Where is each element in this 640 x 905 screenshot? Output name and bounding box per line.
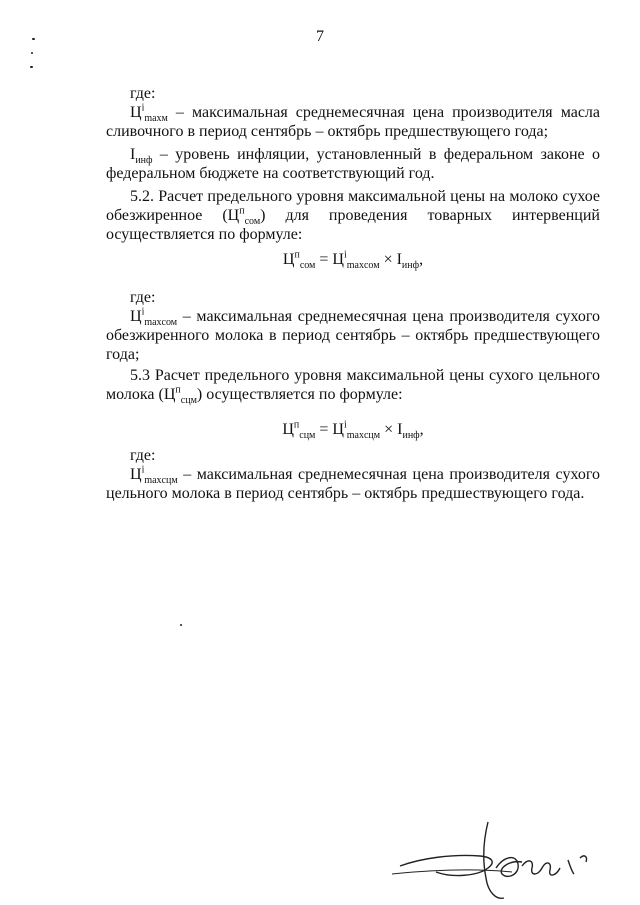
symbol-main: Ц [130,104,142,121]
symbol-sup: i [141,306,145,318]
definition-text: – максимальная среднемесячная цена производителя сухого обезжиренного молока в период сентябрь – октябрь предшествующего года; [106,308,600,363]
formula-whole-milk [106,420,600,440]
formula-inflation-sub: инф [402,430,420,442]
formula-right-symbol: Ц [332,421,344,438]
formula-times: × [379,251,397,268]
document-body [106,84,600,503]
symbol-sub: maxсом [144,317,178,329]
section-text-after: ) осуществляется по формуле: [196,386,403,403]
symbol-main: Ц [130,466,142,483]
symbol-sub: maxсцм [144,475,178,487]
formula-right-sup: i [343,419,347,431]
spacer [106,270,600,288]
section-text-before: 5.3 Расчет предельного уровня максимальной цены сухого цельного молока (Ц [106,367,600,403]
formula-end: , [419,421,424,438]
definition-inflation [106,145,600,183]
formula-left-sub: сцм [299,430,316,442]
symbol-sub: инф [135,155,153,167]
section-text-before: 5.2. Расчет предельного уровня максимальной цены на молоко сухое обезжиренное (Ц [106,188,600,224]
symbol-main: Ц [130,308,142,325]
formula-left-sup: п [293,419,300,431]
formula-skim-milk [106,250,600,270]
scan-speck [31,52,33,54]
formula-times: × [380,421,398,438]
formula-right-symbol: Ц [332,251,344,268]
formula-left-symbol: Ц [282,421,294,438]
definition-text: – максимальная среднемесячная цена производителя сухого цельного молока в период сентябрь – октябрь предшествующего года. [106,466,600,502]
page-number: 7 [316,28,324,45]
formula-inflation-sub: инф [401,260,420,272]
where-label-2: где: [130,289,156,306]
section-text-after: ) для проведения товарных интервенций осуществляется по формуле: [106,207,600,243]
formula-inflation-symbol: I [396,251,402,268]
where-label-3: где: [130,447,156,464]
scan-speck [30,66,33,68]
definition-max-butter-price [106,103,600,141]
handwritten-signature [392,818,612,904]
section-5-2 [106,187,600,244]
formula-right-sub: maxсом [346,260,380,272]
formula-equals: = [315,251,333,268]
section-5-3 [106,366,600,407]
formula-left-sup: п [294,249,300,261]
symbol-sup: i [141,102,145,114]
formula-inflation-symbol: I [397,421,403,438]
symbol-sub: сцм [180,395,197,407]
definition-max-whole-milk-price [106,465,600,503]
formula-end: , [419,251,424,268]
symbol-sup: п [239,205,245,217]
definition-max-skim-milk-price [106,307,600,364]
formula-right-sub: maxсцм [346,430,381,442]
symbol-main: I [130,146,136,163]
formula-left-sub: сом [299,260,316,272]
formula-equals: = [315,421,333,438]
where-label-1: где: [130,85,156,102]
symbol-sub: maxм [144,113,168,125]
scan-speck [32,38,35,40]
formula-right-sup: i [343,249,347,261]
scan-speck [180,624,182,626]
definition-text: – уровень инфляции, установленный в федеральном законе о федеральном бюджете на соответствующий год. [106,146,600,182]
symbol-sup: п [175,384,181,396]
symbol-sub: сом [244,216,261,228]
definition-text: – максимальная среднемесячная цена производителя масла сливочного в период сентябрь – октябрь предшествующего года; [106,104,600,140]
symbol-sup: i [141,464,145,476]
formula-left-symbol: Ц [282,251,295,268]
